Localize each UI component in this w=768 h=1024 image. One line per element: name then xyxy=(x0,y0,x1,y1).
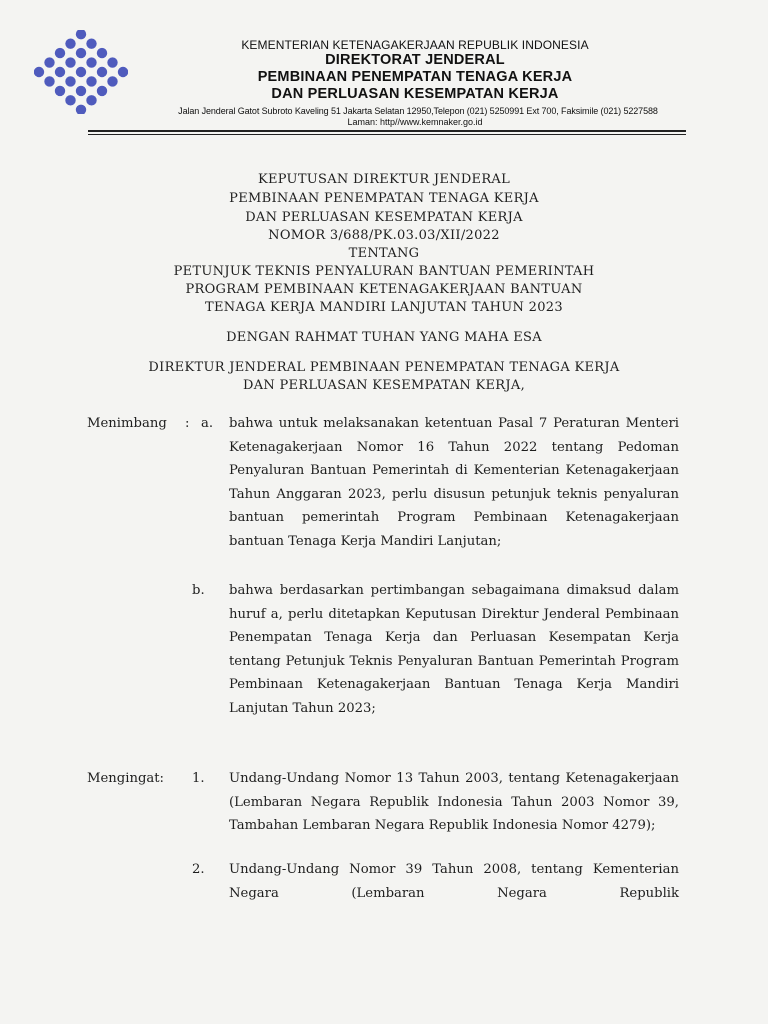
decree-number: NOMOR 3/688/PK.03.03/XII/2022 xyxy=(268,228,500,243)
logo-dot xyxy=(97,48,107,58)
menimbang-label: Menimbang xyxy=(87,416,167,431)
logo-dot xyxy=(86,76,96,86)
unit-name-line-2: DAN PERLUASAN KESEMPATAN KERJA xyxy=(271,86,559,102)
mengingat-item-2: Undang-Undang Nomor 39 Tahun 2008, tentang Kementerian Negara (Lembaran Negara Republik xyxy=(229,862,679,901)
logo-dot xyxy=(76,86,86,96)
logo-dot xyxy=(76,67,86,77)
mengingat-item-1: Undang-Undang Nomor 13 Tahun 2003, tentang Ketenagakerjaan (Lembaran Negara Republik Indonesia Tahun 2003 Nomor 39, Tambahan Lembaran Negara Republik Indonesia Nomor 4279); xyxy=(229,771,679,834)
directorate-name: DIREKTORAT JENDERAL xyxy=(325,52,505,68)
logo-dot xyxy=(65,76,75,86)
logo-dot xyxy=(44,76,54,86)
title-line: PROGRAM PEMBINAAN KETENAGAKERJAAN BANTUAN xyxy=(185,282,583,297)
logo-dot xyxy=(76,30,86,39)
title-line: TENAGA KERJA MANDIRI LANJUTAN TAHUN 2023 xyxy=(205,300,563,315)
item-marker: 1. xyxy=(192,771,205,786)
menimbang-colon: : xyxy=(185,416,190,431)
title-line: PEMBINAAN PENEMPATAN TENAGA KERJA xyxy=(229,191,539,206)
authority-line: DAN PERLUASAN KESEMPATAN KERJA, xyxy=(242,378,526,393)
logo-dot xyxy=(97,67,107,77)
authority-line: DIREKTUR JENDERAL PEMBINAAN PENEMPATAN TENAGA KERJA xyxy=(148,360,620,375)
title-line: PETUNJUK TEKNIS PENYALURAN BANTUAN PEMERINTAH xyxy=(173,264,595,279)
kemnaker-logo-icon xyxy=(34,30,128,114)
title-line: KEPUTUSAN DIREKTUR JENDERAL xyxy=(257,172,511,187)
logo-dot xyxy=(76,48,86,58)
mengingat-label: Mengingat: xyxy=(87,771,165,786)
menimbang-item-b: bahwa berdasarkan pertimbangan sebagaimana dimaksud dalam huruf a, perlu ditetapkan Keputusan Direktur Jenderal Pembinaan Penempatan Tenaga Kerja dan Perluasan Kesempatan Kerja tentang Petunjuk Teknis Penyaluran Bantuan Pemerintah Program Pembinaan Ketenagakerjaan Bantuan Tenaga Kerja Mandiri Lanjutan Tahun 2023; xyxy=(229,583,679,716)
title-line: TENTANG xyxy=(348,246,420,261)
logo-dot xyxy=(55,67,65,77)
item-marker: 2. xyxy=(192,862,205,877)
logo-dot xyxy=(55,48,65,58)
logo-dot xyxy=(107,57,117,67)
logo-dot xyxy=(55,86,65,96)
unit-name-line-1: PEMBINAAN PENEMPATAN TENAGA KERJA xyxy=(257,69,573,85)
logo-dot xyxy=(86,95,96,105)
logo-dot xyxy=(76,105,86,114)
logo-dot xyxy=(97,86,107,96)
logo-dot xyxy=(118,67,128,77)
logo-dot xyxy=(65,38,75,48)
ministry-name: KEMENTERIAN KETENAGAKERJAAN REPUBLIK INDONESIA xyxy=(241,38,589,52)
logo-dot xyxy=(86,57,96,67)
invocation: DENGAN RAHMAT TUHAN YANG MAHA ESA xyxy=(226,330,542,345)
letterhead-address: Jalan Jenderal Gatot Subroto Kaveling 51 Jakarta Selatan 12950,Telepon (021) 5250991 Ext 700, Faksimile (021) 5227588 xyxy=(178,106,658,116)
logo-dot xyxy=(65,57,75,67)
logo-dot xyxy=(86,38,96,48)
logo-dot xyxy=(44,57,54,67)
item-marker: b. xyxy=(192,583,205,598)
letterhead-rule-thin xyxy=(88,134,686,135)
letterhead-website: Laman: http//www.kemnaker.go.id xyxy=(347,117,483,127)
item-marker: a. xyxy=(201,416,214,431)
letterhead-rule-thick xyxy=(88,130,686,132)
logo-dot xyxy=(107,76,117,86)
logo-dot xyxy=(65,95,75,105)
menimbang-item-a: bahwa untuk melaksanakan ketentuan Pasal 7 Peraturan Menteri Ketenagakerjaan Nomor 16 Tahun 2022 tentang Pedoman Penyaluran Bantuan Pemerintah di Kementerian Ketenagakerjaan Tahun Anggaran 2023, perlu disusun petunjuk teknis penyaluran bantuan pemerintah Program Pembinaan Ketenagakerjaan bantuan Tenaga Kerja Mandiri Lanjutan; xyxy=(229,416,679,549)
title-line: DAN PERLUASAN KESEMPATAN KERJA xyxy=(245,210,523,225)
logo-dot xyxy=(34,67,44,77)
